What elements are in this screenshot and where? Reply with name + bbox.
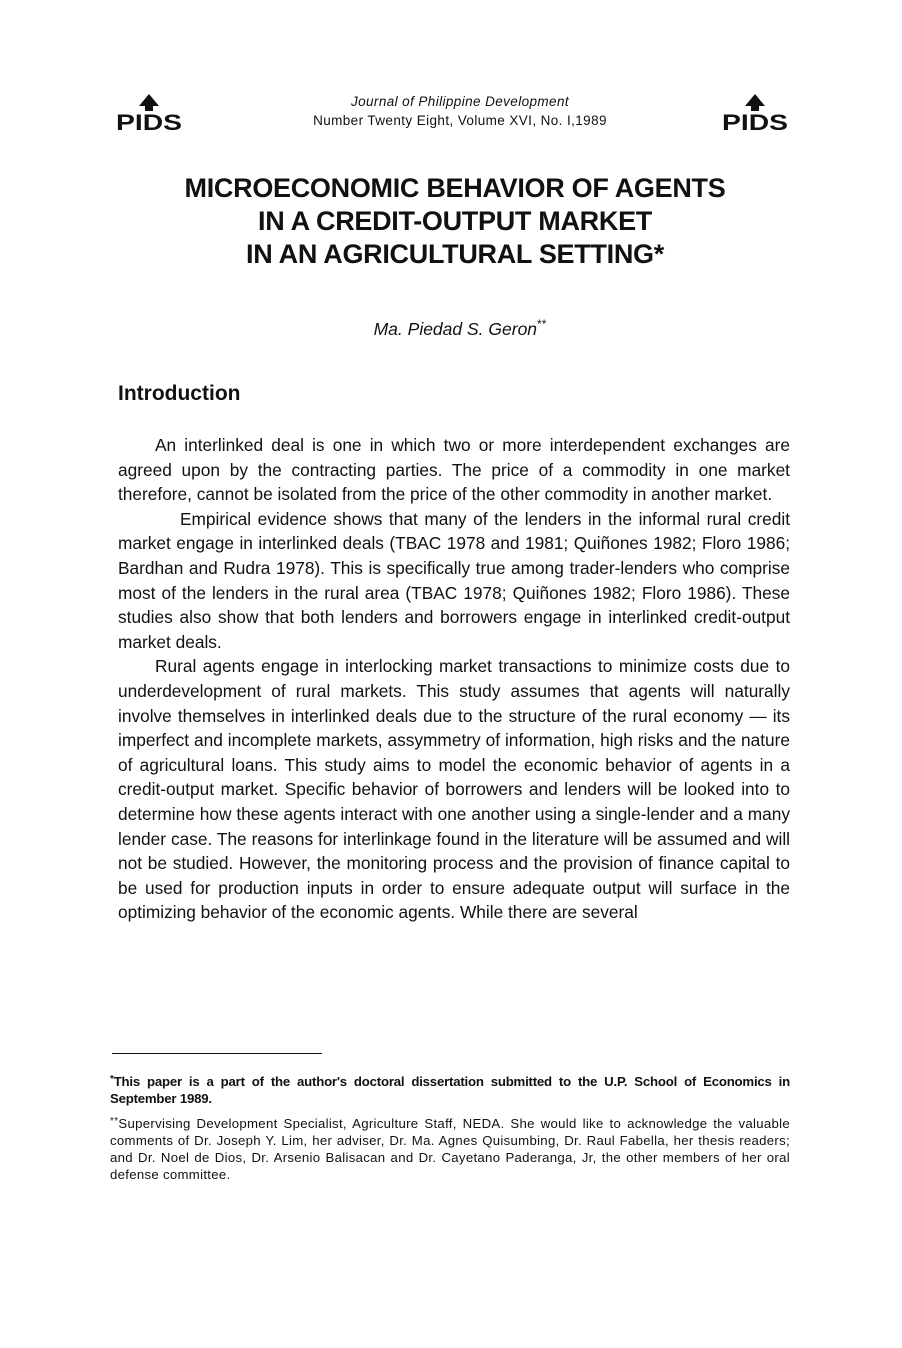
- journal-header: [250, 92, 670, 130]
- section-heading: Introduction: [118, 382, 241, 405]
- pids-logo-icon: [720, 92, 790, 132]
- journal-issue: Number Twenty Eight, Volume XVI, No. I,1989: [313, 113, 607, 128]
- title-line-2: IN A CREDIT-OUTPUT MARKET: [258, 206, 652, 236]
- title-line-3: IN AN AGRICULTURAL SETTING*: [246, 239, 664, 269]
- body-paragraph: An interlinked deal is one in which two or more interdependent exchanges are agreed upon by the contracting parties. The price of a commodity in one market therefore, cannot be isolated from the price of the other commodity in another market.: [118, 435, 790, 505]
- journal-name: Journal of Philippine Development: [350, 94, 570, 109]
- paper-title: [110, 172, 800, 271]
- pids-logo-icon: [114, 92, 184, 132]
- footnote-mark: *: [110, 1074, 114, 1085]
- author-footnote-mark: **: [537, 317, 547, 331]
- footnote: [110, 1113, 790, 1183]
- footnotes: [110, 1071, 790, 1189]
- pids-logo-text: PIDS: [116, 110, 182, 132]
- footnote-divider: [112, 1053, 322, 1054]
- footnote-text: Supervising Development Specialist, Agriculture Staff, NEDA. She would like to acknowledge the valuable comments of Dr. Joseph Y. Lim, her adviser, Dr. Ma. Agnes Quisumbing, Dr. Raul Fabella, her thesis readers; and Dr. Noel de Dios, Dr. Arsenio Balisacan and Dr. Cayetano Paderanga, Jr, the other members of her oral defense committee.: [110, 1116, 790, 1182]
- footnote-mark: **: [110, 1116, 119, 1127]
- footnote: [110, 1071, 790, 1107]
- body-paragraph: Rural agents engage in interlocking market transactions to minimize costs due to underdevelopment of rural markets. This study assumes that agents will naturally involve themselves in interlinked deals due to the structure of the rural economy — its imperfect and incomplete markets, assymmetry of information, high risks and the nature of agricultural loans. This study aims to model the economic behavior of agents in a credit-output market. Specific behavior of borrowers and lenders will be looked into to determine how these agents interact with one another using a single-lender and a many lender case. The reasons for interlinkage found in the literature will be assumed and will not be studied. However, the monitoring process and the provision of finance capital to be used for production inputs in order to ensure adequate output will surface in the optimizing behavior of the economic agents. While there are several: [118, 656, 790, 923]
- body-paragraph: Empirical evidence shows that many of the lenders in the informal rural credit market engage in interlinked deals (TBAC 1978 and 1981; Quiñones 1982; Floro 1986; Bardhan and Rudra 1978). This is specifically true among trader-lenders who comprise most of the lenders in the rural area (TBAC 1978; Quiñones 1982; Floro 1986). These studies also show that both lenders and borrowers engage in interlinked credit-output market deals.: [118, 508, 790, 652]
- pids-logo-right: [720, 92, 790, 132]
- body-text: [118, 433, 790, 925]
- footnote-text: This paper is a part of the author's doctoral dissertation submitted to the U.P. School of Economics in September 1989.: [110, 1074, 790, 1106]
- pids-logo-left: [114, 92, 184, 132]
- pids-logo-text: PIDS: [722, 110, 788, 132]
- title-line-1: MICROECONOMIC BEHAVIOR OF AGENTS: [184, 173, 726, 203]
- author: [250, 317, 670, 340]
- author-name: Ma. Piedad S. Geron: [373, 318, 538, 339]
